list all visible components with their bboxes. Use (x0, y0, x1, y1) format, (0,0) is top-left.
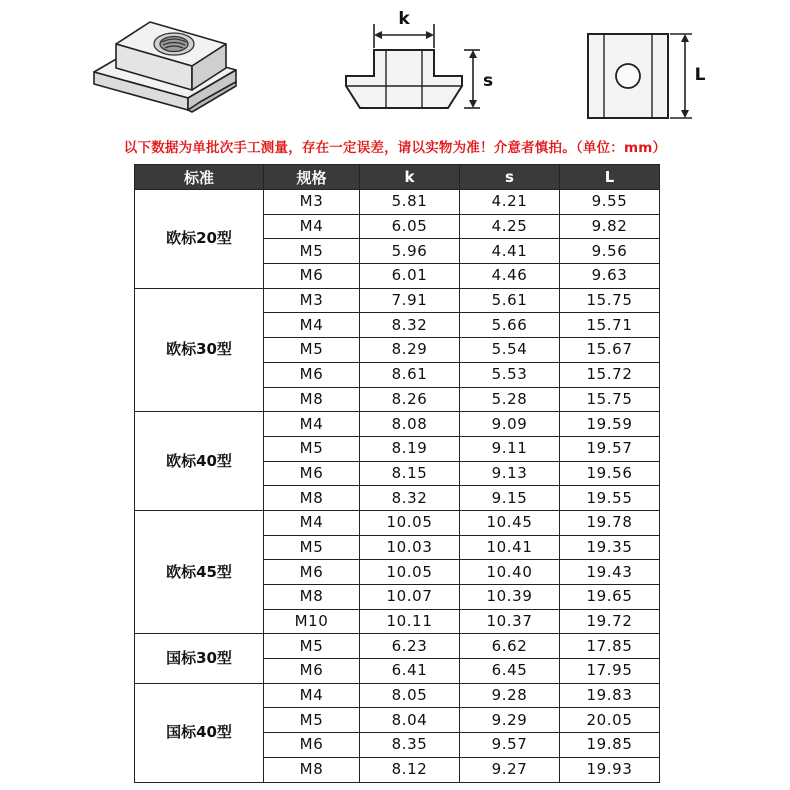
spec-cell: M5 (264, 239, 360, 264)
s-value-cell: 10.41 (460, 535, 560, 560)
s-value-cell: 5.61 (460, 288, 560, 313)
L-value-cell: 15.75 (560, 387, 660, 412)
spec-cell: M4 (264, 683, 360, 708)
s-value-cell: 10.37 (460, 609, 560, 634)
table-body (135, 190, 660, 783)
L-value-cell: 19.55 (560, 486, 660, 511)
k-value-cell: 8.04 (360, 708, 460, 733)
table-row (135, 288, 660, 313)
spec-cell: M6 (264, 461, 360, 486)
k-value-cell: 8.08 (360, 412, 460, 437)
table-row (135, 412, 660, 437)
spec-cell: M5 (264, 338, 360, 363)
spec-cell: M5 (264, 634, 360, 659)
s-value-cell: 5.53 (460, 362, 560, 387)
s-value-cell: 9.28 (460, 683, 560, 708)
table-row (135, 634, 660, 659)
spec-cell: M5 (264, 535, 360, 560)
L-value-cell: 19.65 (560, 585, 660, 610)
k-value-cell: 8.12 (360, 757, 460, 782)
k-value-cell: 6.01 (360, 264, 460, 289)
spec-cell: M6 (264, 560, 360, 585)
k-value-cell: 10.05 (360, 510, 460, 535)
s-value-cell: 9.11 (460, 436, 560, 461)
L-value-cell: 15.67 (560, 338, 660, 363)
k-value-cell: 8.61 (360, 362, 460, 387)
L-value-cell: 9.63 (560, 264, 660, 289)
s-value-cell: 10.45 (460, 510, 560, 535)
measurement-notice: 以下数据为单批次手工测量，存在一定误差，请以实物为准！介意者慎拍。（单位：mm） (123, 140, 667, 156)
standard-cell: 欧标40型 (135, 412, 264, 511)
spec-table (134, 164, 660, 783)
s-value-cell: 6.45 (460, 659, 560, 684)
spec-cell: M4 (264, 510, 360, 535)
s-value-cell: 5.54 (460, 338, 560, 363)
k-value-cell: 6.05 (360, 214, 460, 239)
k-value-cell: 8.32 (360, 313, 460, 338)
L-value-cell: 17.95 (560, 659, 660, 684)
spec-cell: M8 (264, 387, 360, 412)
L-value-cell: 9.82 (560, 214, 660, 239)
spec-cell: M4 (264, 313, 360, 338)
k-value-cell: 10.11 (360, 609, 460, 634)
s-value-cell: 9.29 (460, 708, 560, 733)
s-value-cell: 4.46 (460, 264, 560, 289)
L-value-cell: 19.43 (560, 560, 660, 585)
standard-cell: 欧标45型 (135, 510, 264, 633)
header-standard: 标准 (135, 165, 264, 190)
k-value-cell: 5.96 (360, 239, 460, 264)
header-spec: 规格 (264, 165, 360, 190)
k-value-cell: 8.26 (360, 387, 460, 412)
tnut-front-dimension-drawing (330, 4, 500, 124)
L-value-cell: 19.83 (560, 683, 660, 708)
L-value-cell: 19.35 (560, 535, 660, 560)
table-row (135, 683, 660, 708)
L-value-cell: 9.56 (560, 239, 660, 264)
s-value-cell: 9.27 (460, 757, 560, 782)
L-value-cell: 17.85 (560, 634, 660, 659)
header-L: L (560, 165, 660, 190)
spec-cell: M6 (264, 659, 360, 684)
s-value-cell: 9.09 (460, 412, 560, 437)
k-value-cell: 10.03 (360, 535, 460, 560)
s-value-cell: 4.21 (460, 190, 560, 215)
L-value-cell: 19.85 (560, 733, 660, 758)
s-value-cell: 10.39 (460, 585, 560, 610)
k-value-cell: 5.81 (360, 190, 460, 215)
L-value-cell: 15.72 (560, 362, 660, 387)
spec-cell: M8 (264, 486, 360, 511)
spec-cell: M5 (264, 436, 360, 461)
s-value-cell: 10.40 (460, 560, 560, 585)
spec-cell: M8 (264, 757, 360, 782)
table-row (135, 510, 660, 535)
s-value-cell: 9.15 (460, 486, 560, 511)
header-s: s (460, 165, 560, 190)
standard-cell: 欧标20型 (135, 190, 264, 289)
dimension-label-L: L (694, 65, 706, 85)
k-value-cell: 8.19 (360, 436, 460, 461)
L-value-cell: 19.57 (560, 436, 660, 461)
s-value-cell: 5.66 (460, 313, 560, 338)
k-value-cell: 10.05 (360, 560, 460, 585)
L-value-cell: 9.55 (560, 190, 660, 215)
k-value-cell: 8.32 (360, 486, 460, 511)
k-value-cell: 8.35 (360, 733, 460, 758)
s-value-cell: 9.13 (460, 461, 560, 486)
L-value-cell: 19.56 (560, 461, 660, 486)
k-value-cell: 7.91 (360, 288, 460, 313)
L-value-cell: 19.72 (560, 609, 660, 634)
k-value-cell: 8.29 (360, 338, 460, 363)
s-value-cell: 6.62 (460, 634, 560, 659)
tnut-isometric-drawing (76, 10, 256, 120)
spec-cell: M6 (264, 362, 360, 387)
L-value-cell: 19.59 (560, 412, 660, 437)
L-value-cell: 20.05 (560, 708, 660, 733)
spec-cell: M3 (264, 190, 360, 215)
L-value-cell: 19.93 (560, 757, 660, 782)
k-value-cell: 8.05 (360, 683, 460, 708)
table-header-row (135, 165, 660, 190)
standard-cell: 欧标30型 (135, 288, 264, 411)
dimension-label-k: k (398, 9, 410, 29)
spec-cell: M8 (264, 585, 360, 610)
k-value-cell: 8.15 (360, 461, 460, 486)
header-k: k (360, 165, 460, 190)
L-value-cell: 15.75 (560, 288, 660, 313)
s-value-cell: 5.28 (460, 387, 560, 412)
spec-cell: M6 (264, 264, 360, 289)
L-value-cell: 15.71 (560, 313, 660, 338)
table-row (135, 190, 660, 215)
spec-cell: M4 (264, 214, 360, 239)
k-value-cell: 10.07 (360, 585, 460, 610)
k-value-cell: 6.23 (360, 634, 460, 659)
spec-cell: M4 (264, 412, 360, 437)
standard-cell: 国标30型 (135, 634, 264, 683)
s-value-cell: 4.41 (460, 239, 560, 264)
spec-cell: M10 (264, 609, 360, 634)
spec-cell: M3 (264, 288, 360, 313)
standard-cell: 国标40型 (135, 683, 264, 782)
tnut-top-dimension-drawing (580, 24, 720, 124)
s-value-cell: 9.57 (460, 733, 560, 758)
s-value-cell: 4.25 (460, 214, 560, 239)
spec-cell: M5 (264, 708, 360, 733)
L-value-cell: 19.78 (560, 510, 660, 535)
spec-cell: M6 (264, 733, 360, 758)
k-value-cell: 6.41 (360, 659, 460, 684)
dimension-label-s: s (482, 71, 494, 91)
